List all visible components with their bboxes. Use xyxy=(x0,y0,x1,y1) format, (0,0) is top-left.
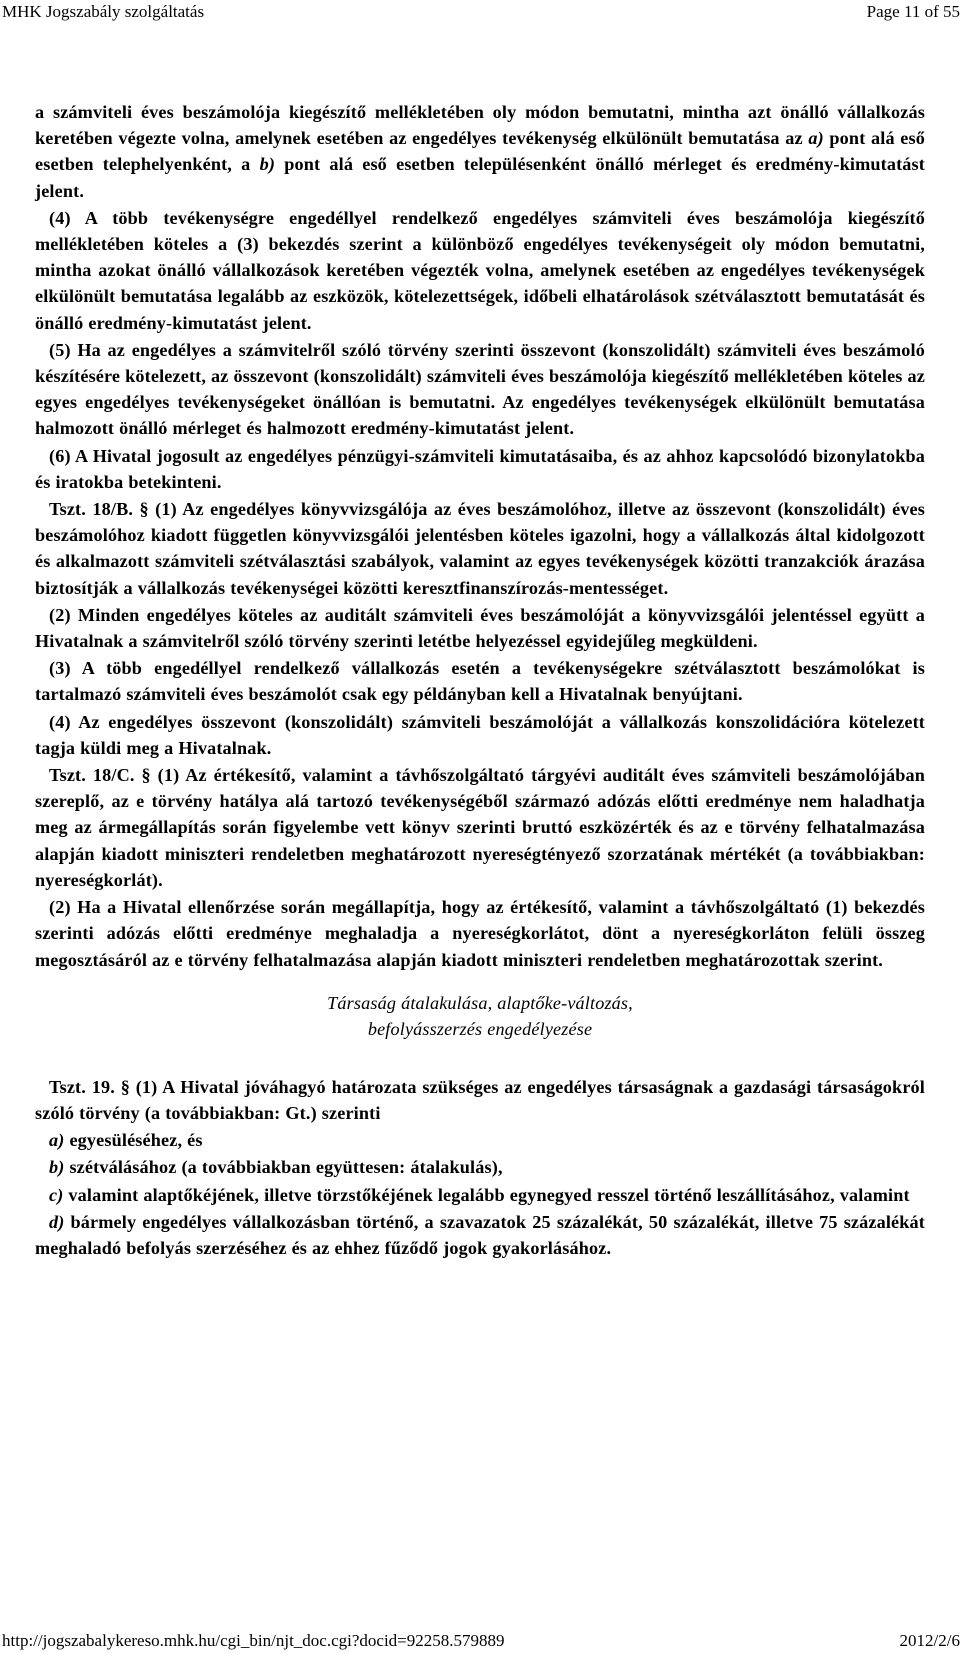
list-item-text: bármely engedélyes vállalkozásban történő, a szavazatok 25 százalékát, 50 százalékát, illetve 75 százalékát meghaladó befolyás szerzéséhez és az ehhez fűződő jogok gyakorlásához. xyxy=(35,1211,925,1258)
section-18b-2: (2) Minden engedélyes köteles az auditált számviteli éves beszámolóját a könyvvizsgálói jelentéssel együtt a Hivatalnak a számvitelről szóló törvény szerinti letétbe helyezéssel egyidejűleg megküldeni. xyxy=(35,604,925,652)
page-indicator: Page 11 of 55 xyxy=(866,2,960,21)
page-footer xyxy=(0,1630,960,1654)
list-item-text: egyesüléséhez, és xyxy=(64,1130,203,1151)
list-item-mark: d) xyxy=(49,1211,65,1232)
footer-date: 2012/2/6 xyxy=(899,1631,960,1650)
list-item xyxy=(35,1127,925,1153)
header-service-name: MHK Jogszabály szolgáltatás xyxy=(2,2,205,21)
section-heading xyxy=(35,990,925,1042)
section-18c-1: Tszt. 18/C. § (1) Az értékesítő, valamint a távhőszolgáltató tárgyévi auditált éves számviteli beszámolójában szereplő, az e törvény hatálya alá tartozó tevékenységéből származó adózás előtti eredménye nem haladhatja meg az ármegállapítás során figyelembe vett könyv szerinti bruttó eszközérték és az e törvény felhatalmazása alapján kiadott miniszteri rendeletben meghatározott nyereségtényező szorzatának mértékét (a továbbiakban: nyereségkorlát). xyxy=(35,765,925,890)
section-18c-2: (2) Ha a Hivatal ellenőrzése során megállapítja, hogy az értékesítő, valamint a távhőszolgáltató (1) bekezdés szerinti adózás előtti eredménye meghaladja a nyereségkorlátot, dönt a nyereségkorláton felüli összeg megosztásáról az e törvény felhatalmazása alapján kiadott miniszteri rendeletben meghatározottak szerint. xyxy=(35,897,925,970)
list-item-mark: a) xyxy=(49,1130,65,1151)
document-body xyxy=(35,99,925,1262)
section-19-intro: Tszt. 19. § (1) A Hivatal jóváhagyó határozata szükséges az engedélyes társaságnak a gazdasági társaságokról szóló törvény (a továbbiakban: Gt.) szerinti xyxy=(35,1076,925,1123)
list-item-text: szétválásához (a továbbiakban együttesen: átalakulás), xyxy=(64,1157,503,1178)
section-18b-3: (3) A több engedéllyel rendelkező vállalkozás esetén a tevékenységekre szétválasztott beszámolókat is tartalmazó számviteli éves beszámolót csak egy példányban kell a Hivatalnak benyújtani. xyxy=(35,658,925,705)
paragraph-4: (4) A több tevékenységre engedéllyel rendelkező engedélyes számviteli éves beszámolója kiegészítő mellékletében köteles a (3) bekezdés szerint a különböző engedélyes tevékenységeit oly módon bemutatni, mintha azokat önálló vállalkozások keretében végezték volna, amelynek esetében az engedélyes tevékenységek elkülönült bemutatása legalább az eszközök, kötelezettségek, időbeli elhatárolások szétválasztott bemutatását és önálló eredmény-kimutatást jelent. xyxy=(35,207,925,333)
section-18b-1: Tszt. 18/B. § (1) Az engedélyes könyvvizsgálója az éves beszámolóhoz, illetve az összevont (konszolidált) éves beszámolóhoz kiadott független könyvvizsgálói jelentésben köteles igazolni, hogy a vállalkozás által kidolgozott és alkalmazott számviteli szétválasztási szabályok, valamint az egyes tevékenységek közötti tranzakciók árazása biztosítják a vállalkozás tevékenységei közötti keresztfinanszírozás-mentességet. xyxy=(35,499,925,598)
paragraph-5: (5) Ha az engedélyes a számvitelről szóló törvény szerinti összevont (konszolidált) számviteli éves beszámoló készítésére kötelezett, az összevont (konszolidált) számviteli éves beszámolója kiegészítő mellékletében köteles az egyes engedélyes tevékenységeket önállóan is bemutatni. Az engedélyes tevékenységek elkülönült bemutatása halmozott önálló mérleget és halmozott eredmény-kimutatást jelent. xyxy=(35,339,925,439)
list-item xyxy=(35,1154,925,1180)
list-item xyxy=(35,1209,925,1261)
list-item-text: valamint alaptőkéjének, illetve törzstőkéjének legalább egynegyed resszel történő leszállításához, valamint xyxy=(63,1184,910,1205)
section-heading-line1: Társaság átalakulása, alaptőke-változás, xyxy=(327,992,633,1013)
page-header xyxy=(0,0,960,28)
paragraph-continuation: a számviteli éves beszámolója kiegészítő mellékletében oly módon bemutatni, mintha azt önálló vállalkozás keretében végezte volna, amelynek esetében az engedélyes tevékenység elkülönült bemutatása az a) pont alá eső esetben telephelyenként, a b) pont alá eső esetben településenként önálló mérleget és eredmény-kimutatást jelent. xyxy=(35,102,925,201)
list-item xyxy=(35,1182,925,1208)
list-item-mark: b) xyxy=(49,1157,65,1178)
list-item-mark: c) xyxy=(49,1184,64,1205)
section-heading-line2: befolyásszerzés engedélyezése xyxy=(367,1018,593,1039)
paragraph-6: (6) A Hivatal jogosult az engedélyes pénzügyi-számviteli kimutatásaiba, és az ahhoz kapcsolódó bizonylatokba és iratokba betekinteni. xyxy=(35,445,925,492)
footer-url: http://jogszabalykereso.mhk.hu/cgi_bin/njt_doc.cgi?docid=92258.579889 xyxy=(2,1631,505,1650)
section-18b-4: (4) Az engedélyes összevont (konszolidált) számviteli beszámolóját a vállalkozás konszolidációra kötelezett tagja küldi meg a Hivatalnak. xyxy=(35,711,925,758)
